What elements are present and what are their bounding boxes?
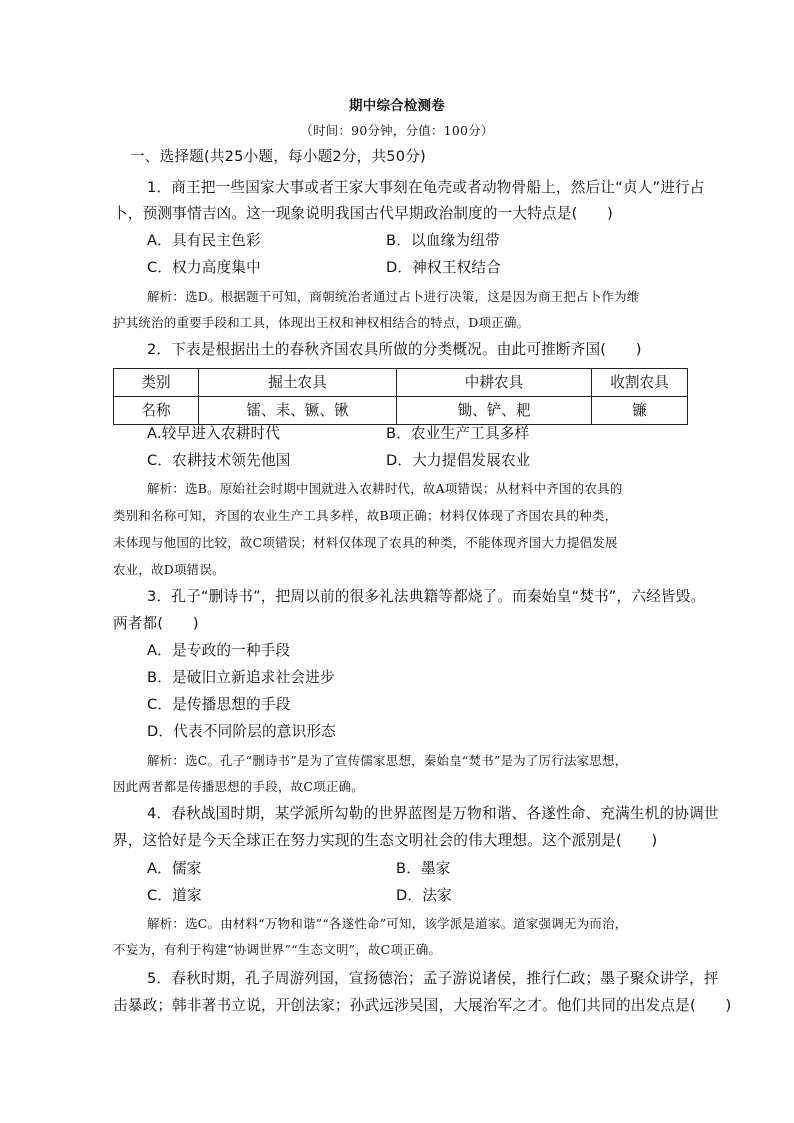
table-cell: 名称: [114, 397, 199, 425]
q1-stem-line1: 1．商王把一些国家大事或者王家大事刻在龟壳或者动物骨船上，然后让“贞人”进行占: [147, 179, 705, 196]
q2-option-a: A.较早进入农耕时代: [147, 425, 281, 442]
table-cell: 镰: [592, 397, 688, 425]
table-header-cell: 收割农具: [592, 369, 688, 397]
q1-option-c: C．权力高度集中: [147, 259, 261, 276]
q3-stem-line2: 两者都( ): [113, 615, 199, 632]
exam-title: 期中综合检测卷: [349, 98, 445, 114]
exam-subtitle: （时间：90分钟，分值：100分）: [300, 123, 494, 138]
q2-explanation-line2: 类别和名称可知，齐国的农业生产工具多样，故B项正确；材料仅体现了齐国农具的种类，: [113, 508, 618, 523]
q3-stem-line1: 3．孔子“删诗书”，把周以前的很多礼法典籍等都烧了。而秦始皇“焚书”，六经皆毁。: [147, 588, 706, 605]
q3-option-a: A．是专政的一种手段: [147, 642, 291, 659]
q4-option-d: D．法家: [396, 887, 452, 904]
q4-stem-line2: 界，这恰好是今天全球正在努力实现的生态文明社会的伟大理想。这个派别是( ): [113, 832, 658, 849]
q4-explanation-line1: 解析：选C。由材料“万物和谐”“各遂性命”可知，该学派是道家。道家强调无为而治，: [147, 916, 628, 931]
q5-stem-line2: 击暴政；韩非著书立说，开创法家；孙武远涉吴国，大展治军之才。他们共同的出发点是( ): [113, 997, 732, 1014]
farm-tools-table: [113, 368, 688, 425]
q3-option-b: B．是破旧立新追求社会进步: [147, 669, 335, 686]
q2-explanation-line4: 农业，故D项错误。: [113, 562, 225, 577]
q5-stem-line1: 5．春秋时期，孔子周游列国，宣扬德治；孟子游说诸侯，推行仁政；墨子聚众讲学，抨: [147, 970, 719, 987]
q3-option-c: C．是传播思想的手段: [147, 696, 291, 713]
table-cell: 镭、耒、镢、锹: [199, 397, 397, 425]
table-row: [114, 397, 688, 425]
q2-option-c: C．农耕技术领先他国: [147, 452, 291, 469]
section-heading: 一、选择题(共25小题，每小题2分，共50分): [130, 148, 426, 165]
table-header-cell: 掘土农具: [199, 369, 397, 397]
table-header-cell: 中耕农具: [397, 369, 592, 397]
q2-explanation-line3: 未体现与他国的比较，故C项错误；材料仅体现了农具的种类，不能体现齐国大力提倡发展: [113, 535, 618, 550]
q4-stem-line1: 4．春秋战国时期，某学派所勾勒的世界蓝图是万物和谐、各遂性命、充满生机的协调世: [147, 805, 719, 822]
q2-explanation-line1: 解析：选B。原始社会时期中国就进入农耕时代，故A项错误；从材料中齐国的农具的: [147, 481, 623, 496]
q4-option-c: C．道家: [147, 887, 202, 904]
table-cell: 锄、铲、耙: [397, 397, 592, 425]
q2-option-b: B．农业生产工具多样: [386, 425, 530, 442]
table-header-cell: 类别: [114, 369, 199, 397]
q3-explanation-line1: 解析：选C。孔子“删诗书”是为了宣传儒家思想，秦始皇“焚书”是为了厉行法家思想，: [147, 753, 628, 768]
q1-stem-line2: 卜，预测事情吉凶。这一现象说明我国古代早期政治制度的一大特点是( ): [113, 205, 613, 222]
q4-option-b: B．墨家: [396, 860, 451, 877]
table-header-row: [114, 369, 688, 397]
q1-option-a: A．具有民主色彩: [147, 232, 261, 249]
q2-stem: 2．下表是根据出土的春秋齐国农具所做的分类概况。由此可推断齐国( ): [147, 341, 642, 358]
q1-explanation-line1: 解析：选D。根据题干可知，商朝统治者通过占卜进行决策，这是因为商王把占卜作为维: [147, 289, 640, 304]
q2-option-d: D．大力提倡发展农业: [386, 452, 531, 469]
q1-option-d: D．神权王权结合: [386, 259, 501, 276]
q3-explanation-line2: 因此两者都是传播思想的手段，故C项正确。: [113, 779, 364, 794]
q1-explanation-line2: 护其统治的重要手段和工具，体现出王权和神权相结合的特点，D项正确。: [113, 315, 530, 330]
q4-explanation-line2: 不妄为，有利于构建“协调世界”“生态文明”，故C项正确。: [113, 942, 442, 957]
q1-option-b: B．以血缘为纽带: [386, 232, 500, 249]
q3-option-d: D．代表不同阶层的意识形态: [147, 723, 336, 740]
q4-option-a: A．儒家: [147, 860, 202, 877]
